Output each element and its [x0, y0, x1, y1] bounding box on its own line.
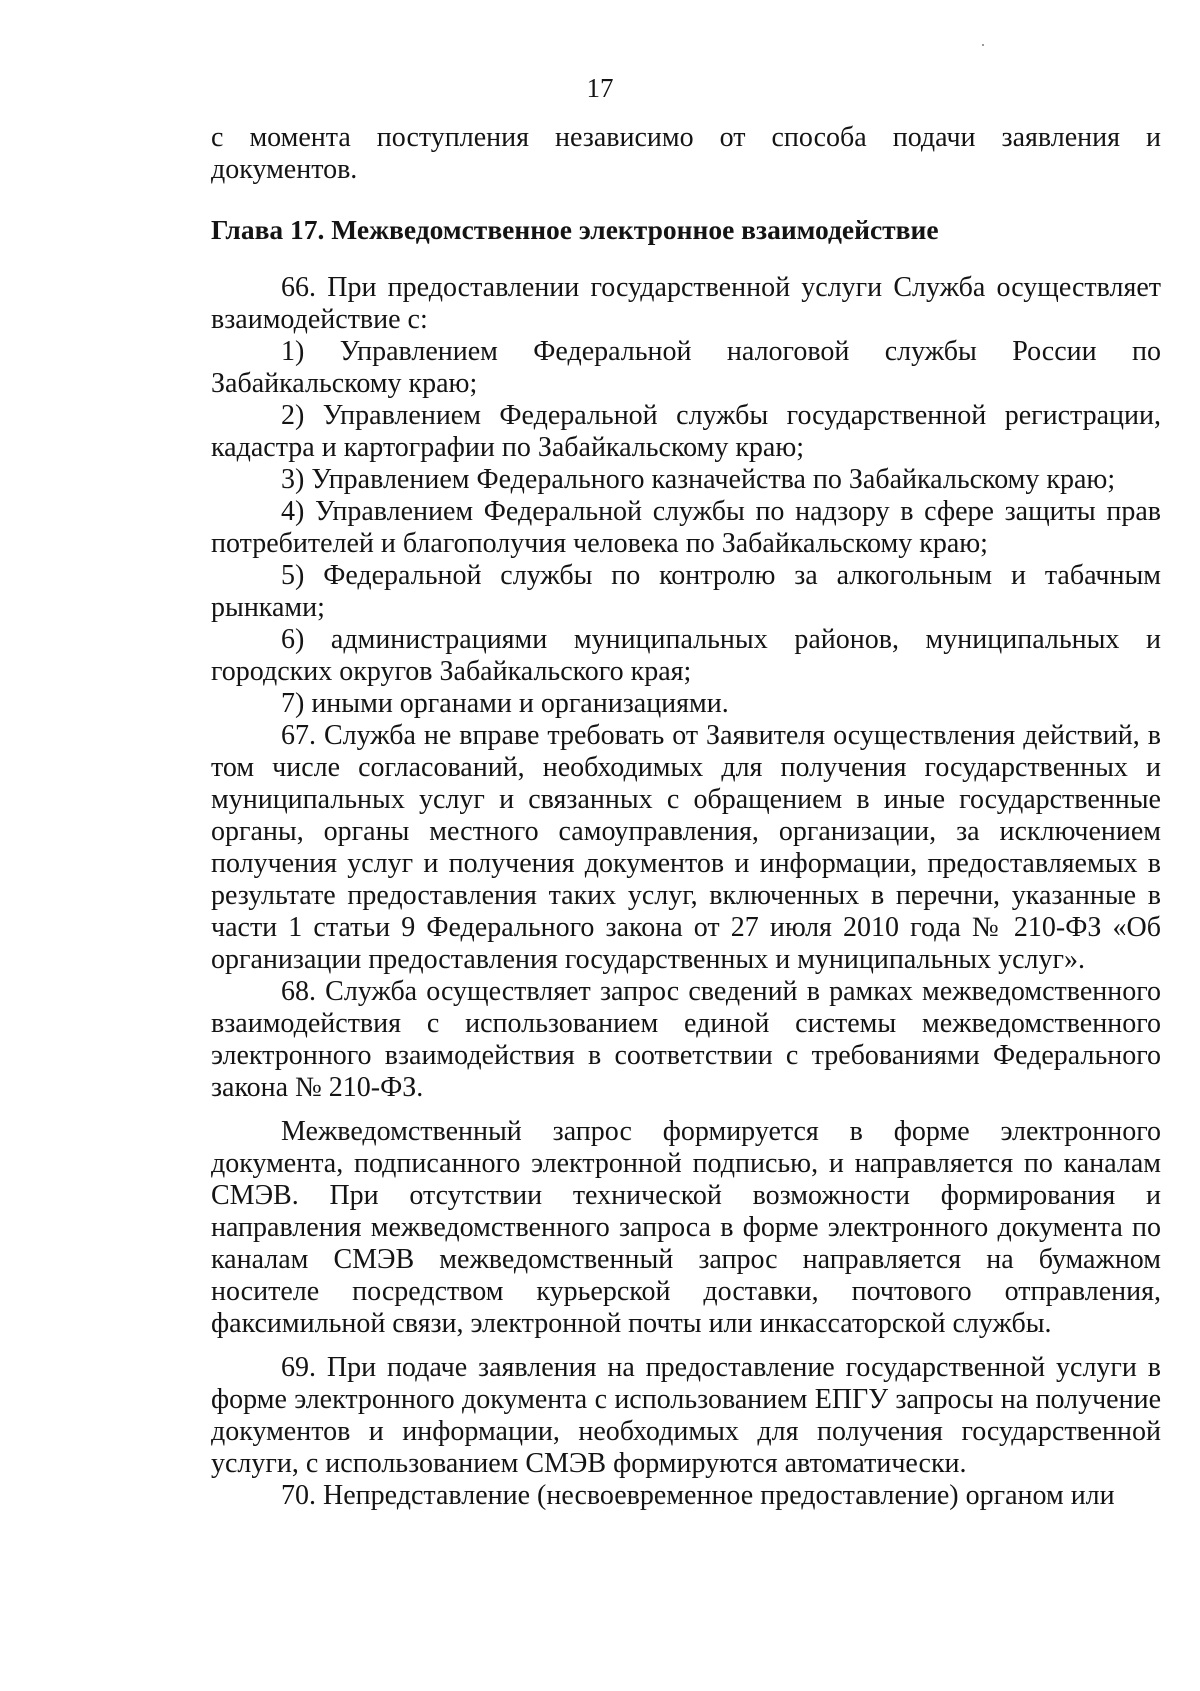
- list-item-66-5: 5) Федеральной службы по контролю за алкогольным и табачным рынками;: [211, 560, 1161, 623]
- list-item-66-6: 6) администрациями муниципальных районов, муниципальных и городских округов Забайкальского края;: [211, 624, 1161, 687]
- list-item-66-2: 2) Управлением Федеральной службы государственной регистрации, кадастра и картографии по Забайкальскому краю;: [211, 400, 1161, 463]
- paragraph-69: 69. При подаче заявления на предоставление государственной услуги в форме электронного документа с использованием ЕПГУ запросы на получение документов и информации, необходимых для получения государственной услуги, с использованием СМЭВ формируются автоматически.: [211, 1352, 1161, 1479]
- list-item-66-1: 1) Управлением Федеральной налоговой службы России по Забайкальскому краю;: [211, 336, 1161, 399]
- paragraph-66: 66. При предоставлении государственной услуги Служба осуществляет взаимодействие с:: [211, 272, 1161, 335]
- paragraph-68-interagency-request: Межведомственный запрос формируется в форме электронного документа, подписанного электронной подписью, и направляется по каналам СМЭВ. При отсутствии технической возможности формирования и направления межведомственного запроса в форме электронного документа по каналам СМЭВ межведомственный запрос направляется на бумажном носителе посредством курьерской доставки, почтового отправления, факсимильной связи, электронной почты или инкассаторской службы.: [211, 1116, 1161, 1339]
- list-item-66-4: 4) Управлением Федеральной службы по надзору в сфере защиты прав потребителей и благополучия человека по Забайкальскому краю;: [211, 496, 1161, 559]
- page-number: 17: [586, 73, 614, 103]
- chapter-heading: Глава 17. Межведомственное электронное взаимодействие: [211, 214, 939, 245]
- paragraph-67: 67. Служба не вправе требовать от Заявителя осуществления действий, в том числе согласований, необходимых для получения государственных и муниципальных услуг и связанных с обращением в иные государственные органы, органы местного самоуправления, организации, за исключением получения услуг и получения документов и информации, предоставляемых в результате предоставления таких услуг, включенных в перечни, указанные в части 1 статьи 9 Федерального закона от 27 июля 2010 года № 210-ФЗ «Об организации предоставления государственных и муниципальных услуг».: [211, 720, 1161, 975]
- paragraph-intro: с момента поступления независимо от способа подачи заявления и документов.: [211, 122, 1161, 185]
- paragraph-68: 68. Служба осуществляет запрос сведений в рамках межведомственного взаимодействия с использованием единой системы межведомственного электронного взаимодействия в соответствии с требованиями Федерального закона № 210-ФЗ.: [211, 976, 1161, 1103]
- list-item-66-3: 3) Управлением Федерального казначейства по Забайкальскому краю;: [281, 464, 1116, 495]
- document-body: [211, 122, 1161, 1512]
- paragraph-70: 70. Непредставление (несвоевременное предоставление) органом или: [281, 1480, 1115, 1511]
- list-item-66-7: 7) иными органами и организациями.: [281, 688, 729, 719]
- scan-speck: [982, 44, 984, 46]
